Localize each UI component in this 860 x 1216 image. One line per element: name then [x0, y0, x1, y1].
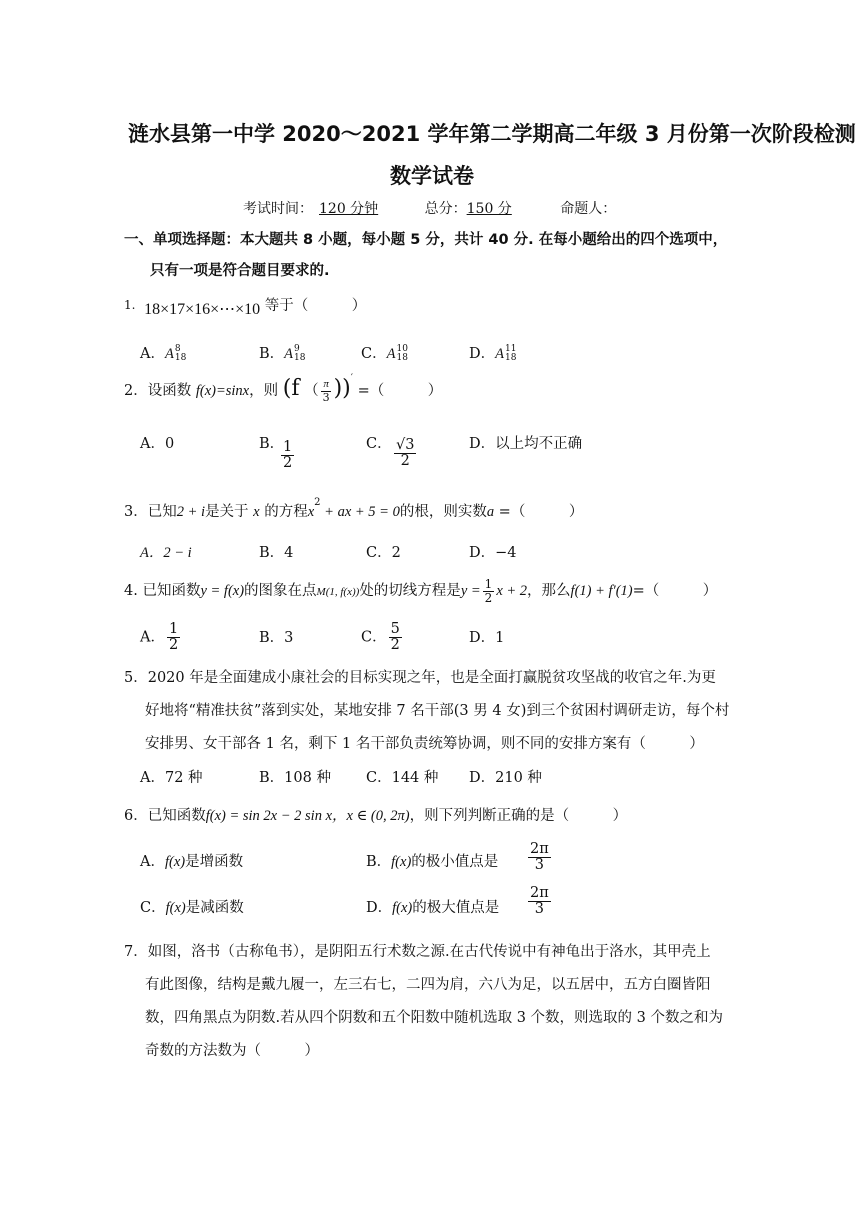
q1-option-b	[259, 342, 305, 363]
exam-subtitle: 数学试卷	[390, 164, 474, 188]
fraction-denominator: 2	[484, 590, 493, 605]
q3-option-d: D．−4	[469, 545, 517, 561]
q2-pre: 2．设函数	[124, 383, 196, 399]
q6-option-c	[140, 896, 244, 917]
question-1	[124, 298, 366, 319]
option-label: C．	[366, 436, 392, 452]
q2-paren-close: ))	[333, 376, 351, 401]
q4-option-c	[361, 622, 404, 653]
q2-prime: ′	[350, 373, 354, 384]
q1-expression: 18×17×16×⋯×10	[144, 301, 261, 318]
q4-option-a	[140, 622, 182, 653]
option-label: C．	[140, 900, 166, 916]
q4-mid3: ，那么	[527, 583, 571, 600]
q4-option-d: D．1	[469, 630, 505, 646]
q1-option-d	[469, 342, 516, 363]
option-function: f(x)	[165, 900, 186, 916]
option-sub: 18	[396, 353, 408, 363]
fraction-denominator: 2	[390, 637, 400, 654]
q4-tail: =（ ）	[632, 583, 718, 600]
q3-eq-rest: + ax + 5 = 0	[320, 504, 400, 520]
q3-option-a: A．2 − i	[140, 545, 192, 561]
q5-option-d: D．210 种	[469, 770, 542, 786]
q2-arg-fraction	[321, 379, 332, 403]
option-base: A	[386, 346, 396, 362]
q4-function: y = f(x)	[200, 583, 245, 600]
question-6	[124, 804, 627, 825]
q2-option-b-fraction	[279, 440, 296, 471]
q4-pre: 4. 已知函数	[124, 583, 201, 600]
q2-open: （	[304, 383, 319, 399]
q1-prompt: 等于（ ）	[264, 298, 367, 314]
fraction-numerator: 2π	[530, 841, 549, 857]
q4-tangent-y: y =	[460, 583, 481, 600]
option-label: D．	[469, 346, 496, 362]
option-sub: 18	[505, 353, 517, 363]
fraction-numerator: 2π	[530, 885, 549, 901]
q3-mid1: 是关于	[205, 504, 249, 520]
q3-mid2: 的方程	[264, 504, 308, 520]
option-label: D．	[366, 900, 393, 916]
q6-option-d	[366, 896, 499, 917]
q4-expression: f(1) + f′(1)	[570, 583, 633, 600]
question-7-line-4: 奇数的方法数为（ ）	[145, 1043, 319, 1059]
q6-option-a	[140, 850, 243, 871]
time-label: 考试时间：	[243, 201, 313, 217]
option-label: A．	[140, 854, 165, 870]
option-sub: 18	[294, 353, 306, 363]
q3-eq-x: x	[307, 504, 315, 520]
q2-paren: (	[282, 376, 292, 401]
question-2	[124, 373, 443, 404]
q6-option-b	[366, 850, 498, 871]
option-sup: 11	[505, 344, 517, 354]
q3-squared: 2	[314, 497, 321, 508]
q5-option-a: A．72 种	[140, 770, 203, 786]
question-5-line-3: 安排男、女干部各 1 名，剩下 1 名干部负责统筹协调，则不同的安排方案有（ ）	[145, 736, 704, 752]
q2-option-a: A．0	[140, 436, 175, 452]
option-label: A．	[140, 629, 165, 646]
question-7-line-1: 7．如图，洛书（古称龟书），是阴阳五行术数之源.在古代传说中有神龟出于洛水，其甲壳上	[124, 944, 711, 960]
exam-meta	[243, 198, 616, 218]
time-value: 120 分钟	[319, 201, 379, 217]
option-text: 是减函数	[185, 900, 244, 916]
option-label: C．	[361, 346, 387, 362]
q4-option-b: B．3	[259, 630, 294, 646]
option-sup: 9	[294, 344, 300, 354]
q3-option-c: C．2	[366, 545, 401, 561]
q2-tail: =（ ）	[357, 383, 443, 399]
exam-title: 涟水县第一中学 2020～2021 学年第二学期高二年级 3 月份第一次阶段检测	[128, 122, 856, 146]
option-sup: 8	[174, 344, 181, 354]
option-label: B．	[259, 346, 285, 362]
fraction-numerator: 1	[168, 621, 179, 637]
q6-option-d-fraction	[526, 886, 553, 917]
question-5-line-2: 好地将“精准扶贫”落到实处，某地安排 7 名干部(3 男 4 女)到三个贫困村调研走访，每个村	[145, 703, 730, 719]
author-label: 命题人：	[560, 201, 617, 217]
option-label: C．	[361, 629, 387, 646]
fraction-denominator: 2	[283, 455, 293, 472]
q3-root: 2 + i	[176, 504, 206, 520]
question-7-line-2: 有此图像，结构是戴九履一，左三右七，二四为肩，六八为足，以五居中，五方白圈皆阳	[145, 977, 711, 993]
option-text: 的极大值点是	[412, 900, 500, 916]
q6-function: f(x) = sin 2x − 2 sin x	[205, 808, 333, 824]
option-base: A	[164, 346, 174, 362]
fraction-numerator: √3	[396, 437, 415, 453]
q1-option-a	[140, 342, 186, 363]
fraction-denominator: 3	[322, 390, 330, 404]
fraction-denominator: 2	[168, 637, 179, 654]
q6-domain: ，x ∈ (0, 2π)	[332, 808, 410, 824]
fraction-denominator: 3	[534, 901, 544, 918]
q5-option-c: C．144 种	[366, 770, 439, 786]
fraction-numerator: 5	[390, 621, 400, 637]
q3-option-b: B．4	[259, 545, 294, 561]
q1-option-c	[361, 342, 408, 363]
option-function: f(x)	[391, 854, 412, 870]
option-label: B．	[259, 436, 285, 452]
q4-tangent-tail: x + 2	[496, 583, 528, 600]
q3-mid3: 的根，则实数	[399, 504, 487, 520]
q4-mid2: 处的切线方程是	[359, 583, 461, 600]
q2-mid: ，则	[249, 383, 279, 399]
q2-option-c-fraction	[392, 438, 418, 469]
option-function: f(x)	[164, 854, 186, 870]
q6-option-b-fraction	[526, 842, 553, 873]
option-sub: 18	[174, 353, 187, 363]
fraction-denominator: 2	[400, 453, 410, 470]
option-label: A．	[140, 346, 165, 362]
q4-point: M(1, f(x))	[316, 586, 360, 599]
score-label: 总分：	[424, 201, 467, 217]
fraction-numerator: 1	[283, 439, 293, 455]
question-4	[124, 578, 717, 604]
score-value: 150 分	[466, 201, 512, 217]
q3-tail: =（ ）	[494, 504, 584, 520]
q2-function: f(x)=sinx	[195, 383, 250, 399]
q4-mid1: 的图象在点	[244, 583, 317, 600]
section-heading: 一、单项选择题：本大题共 8 小题，每小题 5 分，共计 40 分. 在每小题给出的四个选项中，	[124, 232, 728, 248]
q6-tail: ，则下列判断正确的是（ ）	[409, 808, 628, 824]
q2-f: f	[291, 376, 300, 401]
option-label: B．	[366, 854, 392, 870]
question-7-line-3: 数，四角黑点为阴数.若从四个阴数和五个阳数中随机选取 3 个数，则选取的 3 个数之和为	[145, 1010, 723, 1026]
fraction-numerator: π	[323, 377, 329, 390]
q3-pre: 3．已知	[124, 504, 177, 520]
option-base: A	[495, 346, 504, 362]
option-function: f(x)	[392, 900, 413, 916]
question-5-line-1: 5．2020 年是全面建成小康社会的目标实现之年，也是全面打赢脱贫攻坚战的收官之年.为更	[124, 670, 716, 686]
q2-option-c	[366, 432, 392, 453]
option-text: 是增函数	[185, 854, 244, 870]
q6-pre: 6．已知函数	[124, 808, 206, 824]
question-number: 1.	[124, 298, 136, 312]
question-3	[124, 497, 584, 521]
q3-variable: x	[253, 504, 260, 520]
option-text: 的极小值点是	[411, 854, 499, 870]
fraction-numerator: 1	[484, 577, 493, 591]
q5-option-b: B．108 种	[259, 770, 331, 786]
option-base: A	[284, 346, 294, 362]
q3-a: a	[486, 504, 495, 520]
fraction-denominator: 3	[534, 857, 544, 874]
option-sup: 10	[396, 344, 408, 354]
section-heading-cont: 只有一项是符合题目要求的.	[150, 263, 330, 279]
q2-option-d: D．以上均不正确	[469, 436, 583, 452]
